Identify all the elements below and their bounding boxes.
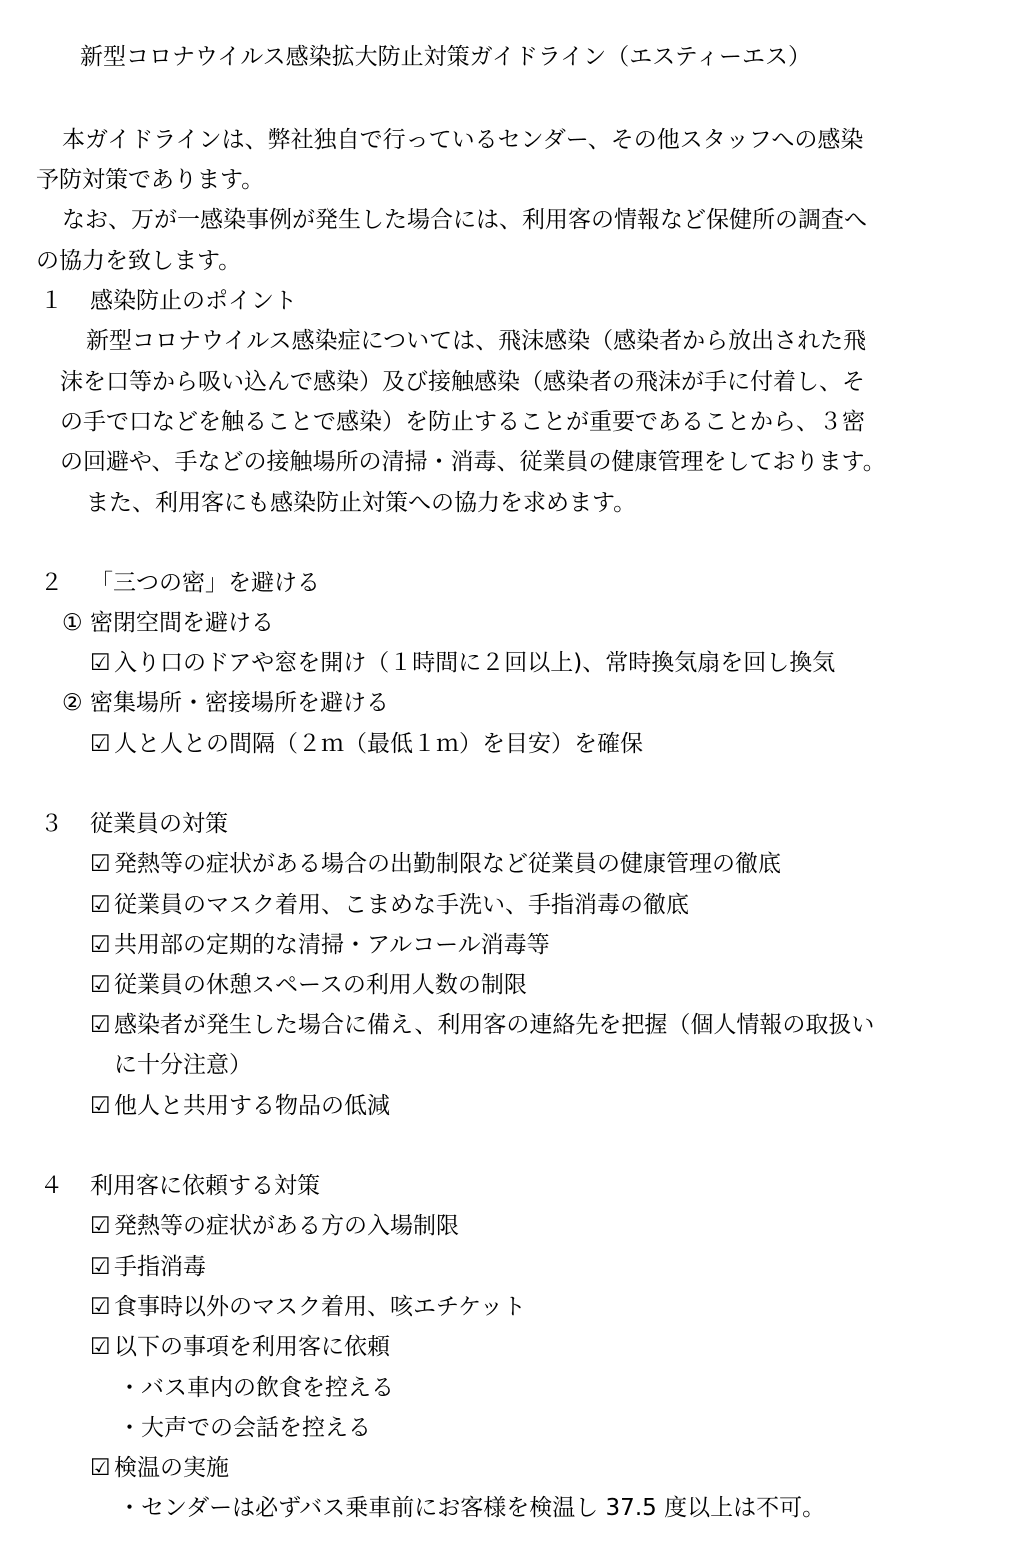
section-3-item [90,849,781,879]
section-2-sub-1 [62,608,274,638]
section-3-item-text: 感染者が発生した場合に備え、利用客の連絡先を把握（個人情報の取扱い [114,1012,875,1038]
section-3-item [90,930,550,960]
checkbox-checked-icon: ☑ [90,1334,111,1360]
section-2-sub-1-heading: 密閉空間を避ける [89,610,274,636]
checkbox-checked-icon: ☑ [90,932,111,958]
checkbox-checked-icon: ☑ [90,1093,111,1119]
section-1-body-line-3: の手で口などを触ることで感染）を防止することが重要であることから、３密 [60,409,865,435]
section-4-item [90,1332,390,1362]
section-1-number: １ [40,288,63,314]
section-2-sub-2-item [90,729,643,759]
section-4-header [40,1171,320,1201]
page-title: 新型コロナウイルス感染拡大防止対策ガイドライン（エスティーエス） [80,44,811,70]
section-3-number: ３ [40,811,63,837]
section-4-request-sub-item: ・大声での会話を控える [118,1415,371,1441]
checkbox-checked-icon: ☑ [90,972,111,998]
section-3-item-continuation: に十分注意） [114,1052,252,1078]
section-1-body-line-5: また、利用客にも感染防止対策への協力を求めます。 [86,490,637,516]
section-2-sub-1-label: ① [62,610,83,636]
checkbox-checked-icon: ☑ [90,731,111,757]
section-2-heading: 「三つの密」を避ける [90,570,320,596]
intro-line-2: 予防対策であります。 [36,167,265,193]
section-3-item-text: 従業員のマスク着用、こまめな手洗い、手指消毒の徹底 [114,892,689,918]
checkbox-checked-icon: ☑ [90,1294,111,1320]
section-4-item-text: 手指消毒 [114,1254,206,1280]
section-4-item-text: 発熱等の症状がある方の入場制限 [114,1213,459,1239]
checkbox-checked-icon: ☑ [90,1254,111,1280]
section-3-item-text: 発熱等の症状がある場合の出勤制限など従業員の健康管理の徹底 [114,851,781,877]
intro-line-4: の協力を致します。 [36,248,242,274]
section-4-item-text: 食事時以外のマスク着用、咳エチケット [114,1294,526,1320]
section-4-item [90,1453,229,1483]
section-3-item [90,1010,874,1040]
intro-line-3: なお、万が一感染事例が発生した場合には、利用客の情報など保健所の調査へ [62,207,867,233]
section-3-item-text: 共用部の定期的な清掃・アルコール消毒等 [114,932,550,958]
section-4-item-text: 検温の実施 [114,1455,229,1481]
section-2-sub-2-item-text: 人と人との間隔（２ｍ（最低１ｍ）を目安）を確保 [114,731,643,757]
section-3-item [90,970,527,1000]
section-2-number: ２ [40,570,63,596]
section-4-item-text: 以下の事項を利用客に依頼 [114,1334,390,1360]
section-3-item-text: 従業員の休憩スペースの利用人数の制限 [114,972,527,998]
section-3-item [90,890,689,920]
checkbox-checked-icon: ☑ [90,1012,111,1038]
section-3-header [40,809,228,839]
section-4-item [90,1252,206,1282]
section-2-sub-1-item [90,648,835,678]
checkbox-checked-icon: ☑ [90,1455,111,1481]
section-4-temperature-sub-item: ・センダーは必ずバス乗車前にお客様を検温し 37.5 度以上は不可。 [118,1495,826,1521]
section-4-item [90,1292,526,1322]
checkbox-checked-icon: ☑ [90,1213,111,1239]
section-1-heading: 感染防止のポイント [90,288,297,314]
section-3-item [90,1091,390,1121]
section-3-heading: 従業員の対策 [90,811,228,837]
checkbox-checked-icon: ☑ [90,892,111,918]
section-2-sub-2-label: ② [62,690,83,716]
checkbox-checked-icon: ☑ [90,851,111,877]
checkbox-checked-icon: ☑ [90,650,111,676]
intro-line-1: 本ガイドラインは、弊社独自で行っているセンダー、その他スタッフへの感染 [62,127,864,153]
section-2-sub-2 [62,688,389,718]
section-4-request-sub-item: ・バス車内の飲食を控える [118,1375,394,1401]
section-3-item-text: 他人と共用する物品の低減 [114,1093,390,1119]
section-1-body-line-4: の回避や、手などの接触場所の清掃・消毒、従業員の健康管理をしております。 [60,449,886,475]
section-1-header [40,286,297,316]
section-4-item [90,1211,459,1241]
section-4-heading: 利用客に依頼する対策 [90,1173,320,1199]
section-1-body-line-1: 新型コロナウイルス感染症については、飛沫感染（感染者から放出された飛 [86,328,867,354]
section-4-number: ４ [40,1173,63,1199]
section-2-header [40,568,320,598]
section-2-sub-2-heading: 密集場所・密接場所を避ける [89,690,389,716]
section-1-body-line-2: 沫を口等から吸い込んで感染）及び接触感染（感染者の飛沫が手に付着し、そ [60,369,865,395]
section-2-sub-1-item-text: 入り口のドアや窓を開け（１時間に２回以上)、常時換気扇を回し換気 [114,650,836,676]
